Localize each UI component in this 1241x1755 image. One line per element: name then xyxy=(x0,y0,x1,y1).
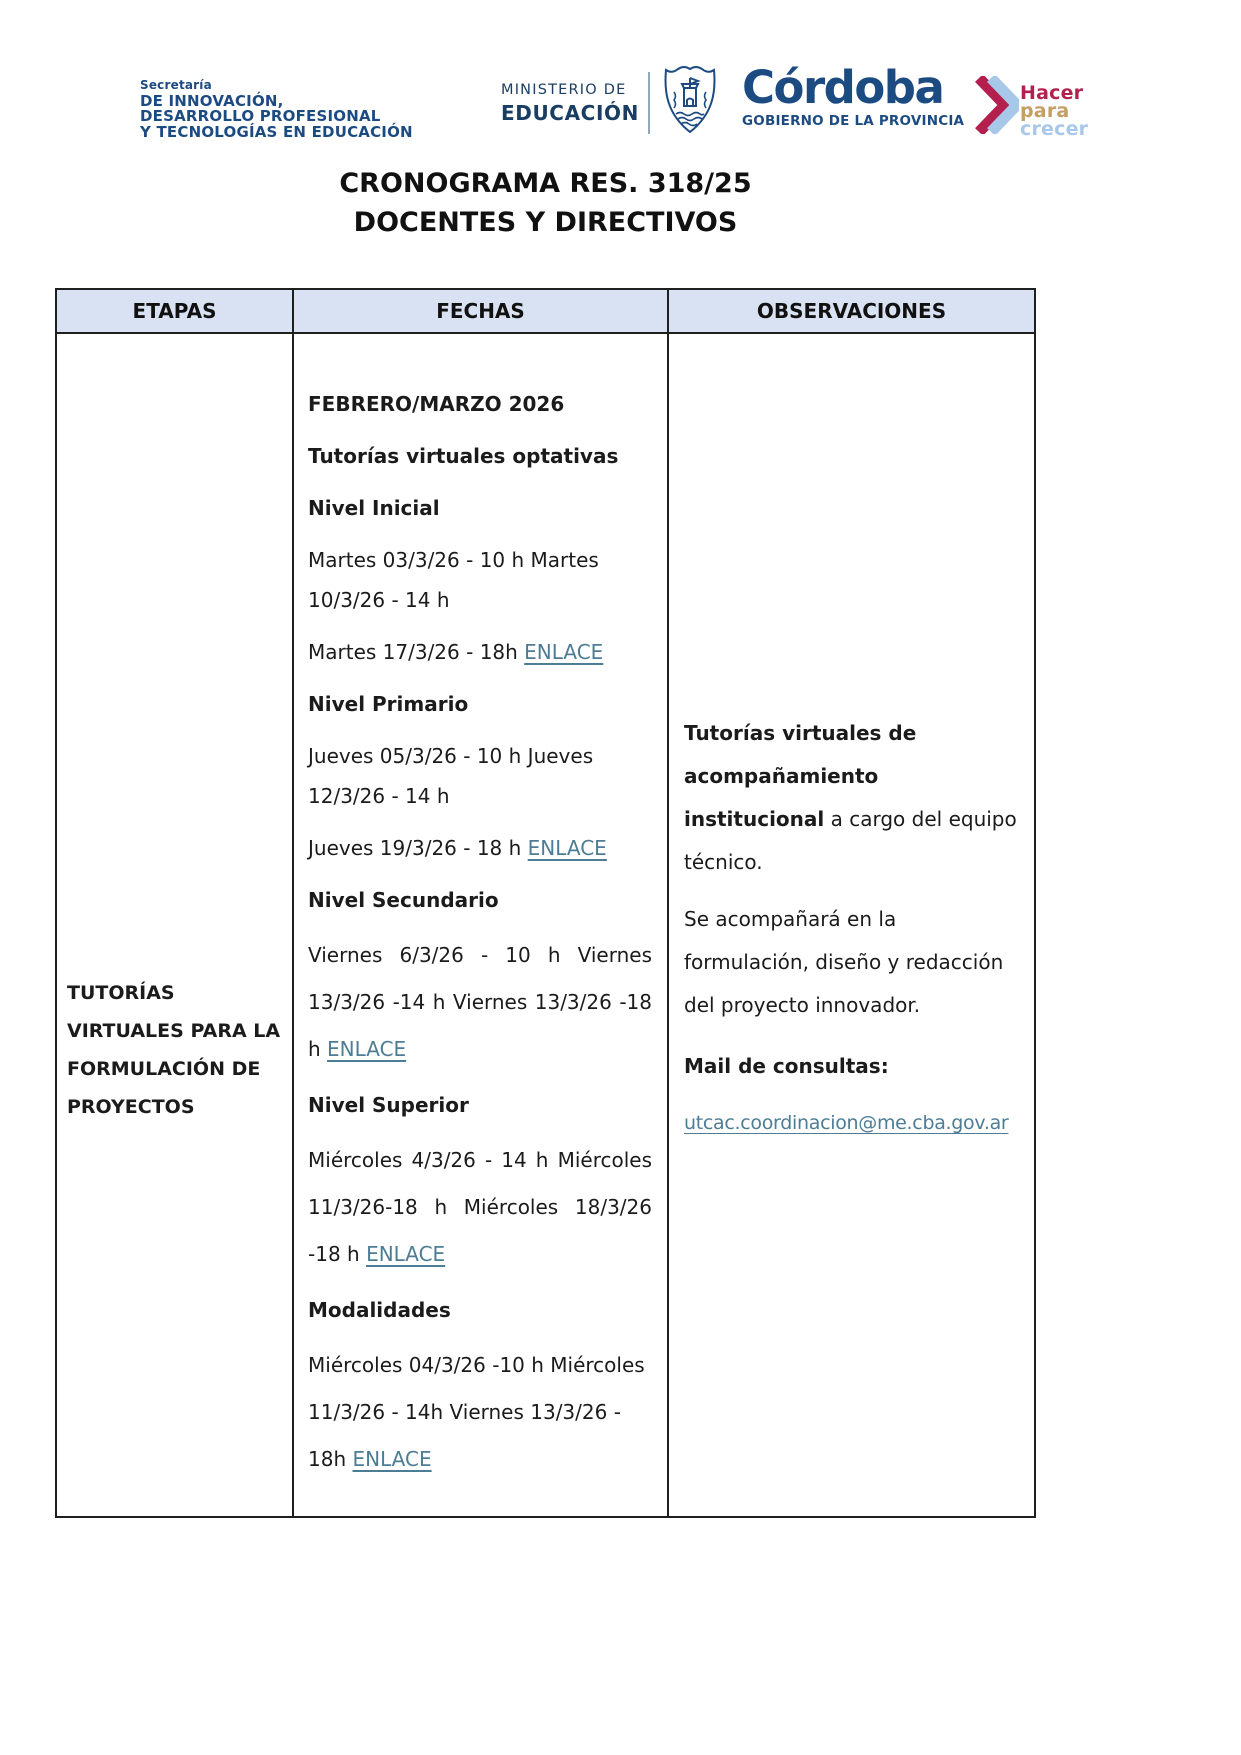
text-run: Martes 03/3/26 - 10 h Martes 10/3/26 - 14 h xyxy=(308,548,599,612)
text-run: Martes 17/3/26 - 18h xyxy=(308,640,525,664)
text-run: a cargo del equipo técnico. xyxy=(684,807,1017,874)
text-run: FEBRERO/MARZO 2026 xyxy=(308,392,565,416)
paragraph xyxy=(308,932,652,1073)
text-run: Nivel Primario xyxy=(308,692,469,716)
paragraph xyxy=(308,736,652,816)
text-run: Jueves 05/3/26 - 10 h Jueves 12/3/26 - 14 h xyxy=(308,744,594,808)
paragraph xyxy=(684,1045,1018,1088)
secretaria-logo xyxy=(140,78,413,140)
enlace-link[interactable]: ENLACE xyxy=(527,836,607,860)
enlace-link[interactable]: ENLACE xyxy=(327,1037,407,1061)
page-title xyxy=(55,164,1036,242)
text-run: Miércoles 04/3/26 -10 h Miércoles 11/3/26 - 14h Viernes 13/3/26 - 18h xyxy=(308,1353,645,1471)
ministerio-logo xyxy=(501,82,639,125)
secretaria-logo-line: Y TECNOLOGÍAS EN EDUCACIÓN xyxy=(140,122,413,141)
para-word: para xyxy=(1020,100,1070,122)
text-run: Mail de consultas: xyxy=(684,1054,889,1078)
secretaria-logo-line: Secretaría xyxy=(140,78,212,92)
secretaria-logo-line: DE INNOVACIÓN, xyxy=(140,91,284,110)
paragraph xyxy=(308,880,652,920)
cronograma-table xyxy=(55,288,1036,1518)
paragraph xyxy=(308,828,652,868)
table-header-fechas: FECHAS xyxy=(292,290,667,334)
logo-divider xyxy=(648,72,650,134)
page-title-line2: DOCENTES Y DIRECTIVOS xyxy=(353,207,738,238)
text-run: Nivel Secundario xyxy=(308,888,499,912)
paragraph xyxy=(308,436,652,476)
etapas-cell xyxy=(57,334,292,1516)
cordoba-wordmark xyxy=(742,61,965,129)
paragraph xyxy=(308,1290,652,1330)
text-run: Miércoles 4/3/26 - 14 h Miércoles 11/3/26-18 h Miércoles 18/3/26 -18 h xyxy=(308,1148,652,1266)
enlace-link[interactable]: ENLACE xyxy=(352,1447,432,1471)
paragraph xyxy=(308,488,652,528)
fechas-cell xyxy=(292,334,667,1516)
hacer-x-mark-icon xyxy=(975,76,1019,138)
paragraph xyxy=(308,632,652,672)
paragraph xyxy=(684,712,1018,884)
text-run: Modalidades xyxy=(308,1298,451,1322)
email-link[interactable]: utcac.coordinacion@me.cba.gov.ar xyxy=(684,1112,1009,1134)
paragraph xyxy=(308,1342,652,1483)
text-run: Jueves 19/3/26 - 18 h xyxy=(308,836,528,860)
paragraph xyxy=(308,540,652,620)
paragraph xyxy=(684,1102,1018,1145)
ministerio-logo-line: EDUCACIÓN xyxy=(501,101,639,125)
text-run: Viernes 6/3/26 - 10 h Viernes 13/3/26 -14 h Viernes 13/3/26 -18 h xyxy=(308,943,652,1061)
table-header-etapas: ETAPAS xyxy=(57,290,292,334)
enlace-link[interactable]: ENLACE xyxy=(366,1242,446,1266)
ministerio-logo-line: MINISTERIO DE xyxy=(501,82,627,98)
paragraph xyxy=(308,1085,652,1125)
text-run: Tutorías virtuales optativas xyxy=(308,444,619,468)
hacer-word: Hacer xyxy=(1020,82,1084,104)
enlace-link[interactable]: ENLACE xyxy=(524,640,604,664)
cordoba-shield-icon xyxy=(660,62,720,140)
text-run: Se acompañará en la formulación, diseño y redacción del proyecto innovador. xyxy=(684,907,1004,1017)
page-title-line1: CRONOGRAMA RES. 318/25 xyxy=(339,168,752,199)
paragraph xyxy=(308,384,652,424)
observaciones-cell xyxy=(667,334,1034,1516)
paragraph xyxy=(308,684,652,724)
cordoba-subtitle: GOBIERNO DE LA PROVINCIA xyxy=(742,113,965,129)
paragraph xyxy=(684,898,1018,1027)
paragraph xyxy=(308,1137,652,1278)
table-header-observaciones: OBSERVACIONES xyxy=(667,290,1034,334)
cordoba-name: Córdoba xyxy=(742,61,944,114)
text-run: Nivel Inicial xyxy=(308,496,440,520)
secretaria-logo-line: DESARROLLO PROFESIONAL xyxy=(140,107,381,125)
text-run: Nivel Superior xyxy=(308,1093,469,1117)
crecer-word: crecer xyxy=(1020,118,1089,140)
hacer-para-crecer-logo xyxy=(1020,84,1088,138)
etapas-text: TUTORÍAS VIRTUALES PARA LA FORMULACIÓN DE PROYECTOS xyxy=(67,982,281,1118)
text-run: Tutorías virtuales de acompañamiento institucional xyxy=(684,721,917,831)
